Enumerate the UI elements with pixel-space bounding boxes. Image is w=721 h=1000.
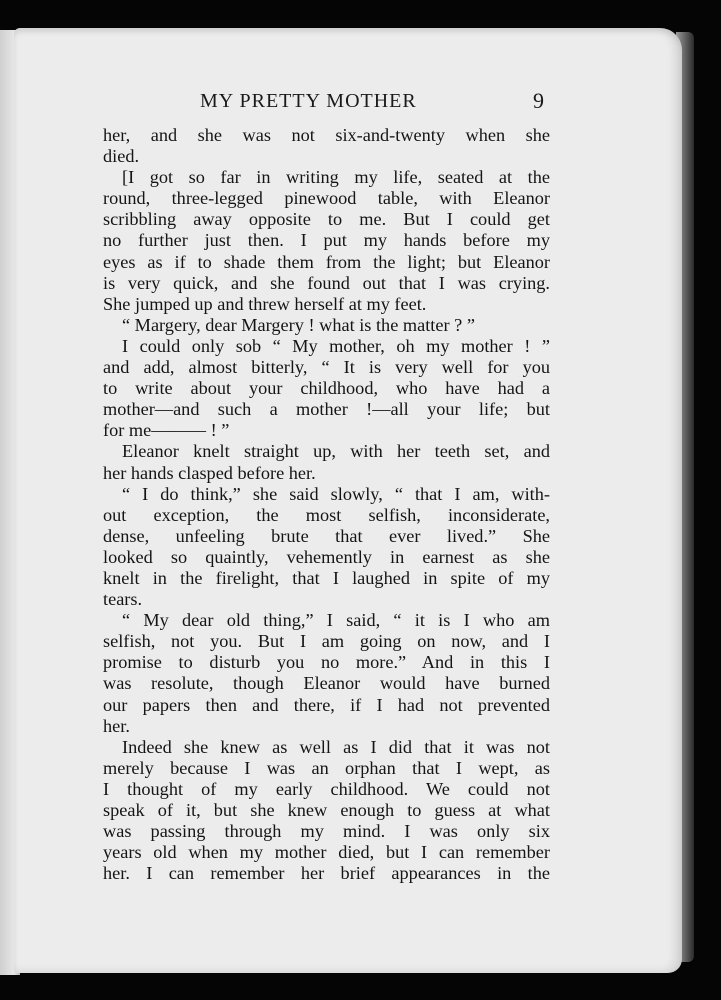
text-line: her, and she was not six-and-twenty when she [103,125,550,145]
text-line: was passing through my mind. I was only six [103,821,550,842]
text-line: years old when my mother died, but I can remember [103,842,550,863]
text-line: was resolute, though Eleanor would have burned [103,673,550,694]
text-line: looked so quaintly, vehemently in earnest as she [103,546,550,567]
text-line: no further just then. I put my hands before my [103,230,550,251]
text-line: eyes as if to shade them from the light; but Eleanor [103,251,550,272]
text-line: her. I can remember her brief appearances in the [103,863,550,884]
text-line: I thought of my early childhood. We could not [103,778,550,799]
text-line: her hands clasped before her. [103,462,316,483]
text-line: “ I do think,” she said slowly, “ that I am, with- [122,483,550,504]
text-line: our papers then and there, if I had not prevented [103,694,550,715]
text-line: scribbling away opposite to me. But I could get [103,209,550,230]
text-line: promise to disturb you no more.” And in this I [103,652,550,673]
text-line: [I got so far in writing my life, seated at the [122,167,550,188]
text-line: round, three-legged pinewood table, with Eleanor [103,188,550,209]
text-line: “ Margery, dear Margery ! what is the matter ? ” [122,314,475,335]
text-line: speak of it, but she knew enough to guess at what [103,800,550,820]
text-line: is very quick, and she found out that I was crying. [103,272,550,293]
text-line: “ My dear old thing,” I said, “ it is I who am [122,610,550,631]
text-line: mother—and such a mother !—all your life; but [103,399,550,420]
text-line: died. [103,146,140,167]
text-line: and add, almost bitterly, “ It is very well for you [103,357,550,378]
text-line: out exception, the most selfish, inconsiderate, [103,504,550,525]
text-line: I could only sob “ My mother, oh my mother ! ” [122,335,550,356]
body-text [103,125,550,884]
text-line: Indeed she knew as well as I did that it was not [122,736,550,757]
text-line: selfish, not you. But I am going on now, and I [103,631,550,652]
text-line: dense, unfeeling brute that ever lived.” She [103,525,550,546]
text-line: She jumped up and threw herself at my feet. [103,293,427,314]
text-line: Eleanor knelt straight up, with her teeth set, and [122,441,550,462]
page-number: 9 [533,88,544,113]
running-title: MY PRETTY MOTHER [200,90,417,112]
text-line: for me——— ! ” [103,420,230,441]
text-line: knelt in the firelight, that I laughed in spite of my [103,567,550,588]
text-line: her. [103,715,130,736]
text-line: merely because I was an orphan that I wept, as [103,757,550,778]
text-line: to write about your childhood, who have had a [103,378,550,399]
text-line: tears. [103,589,143,610]
